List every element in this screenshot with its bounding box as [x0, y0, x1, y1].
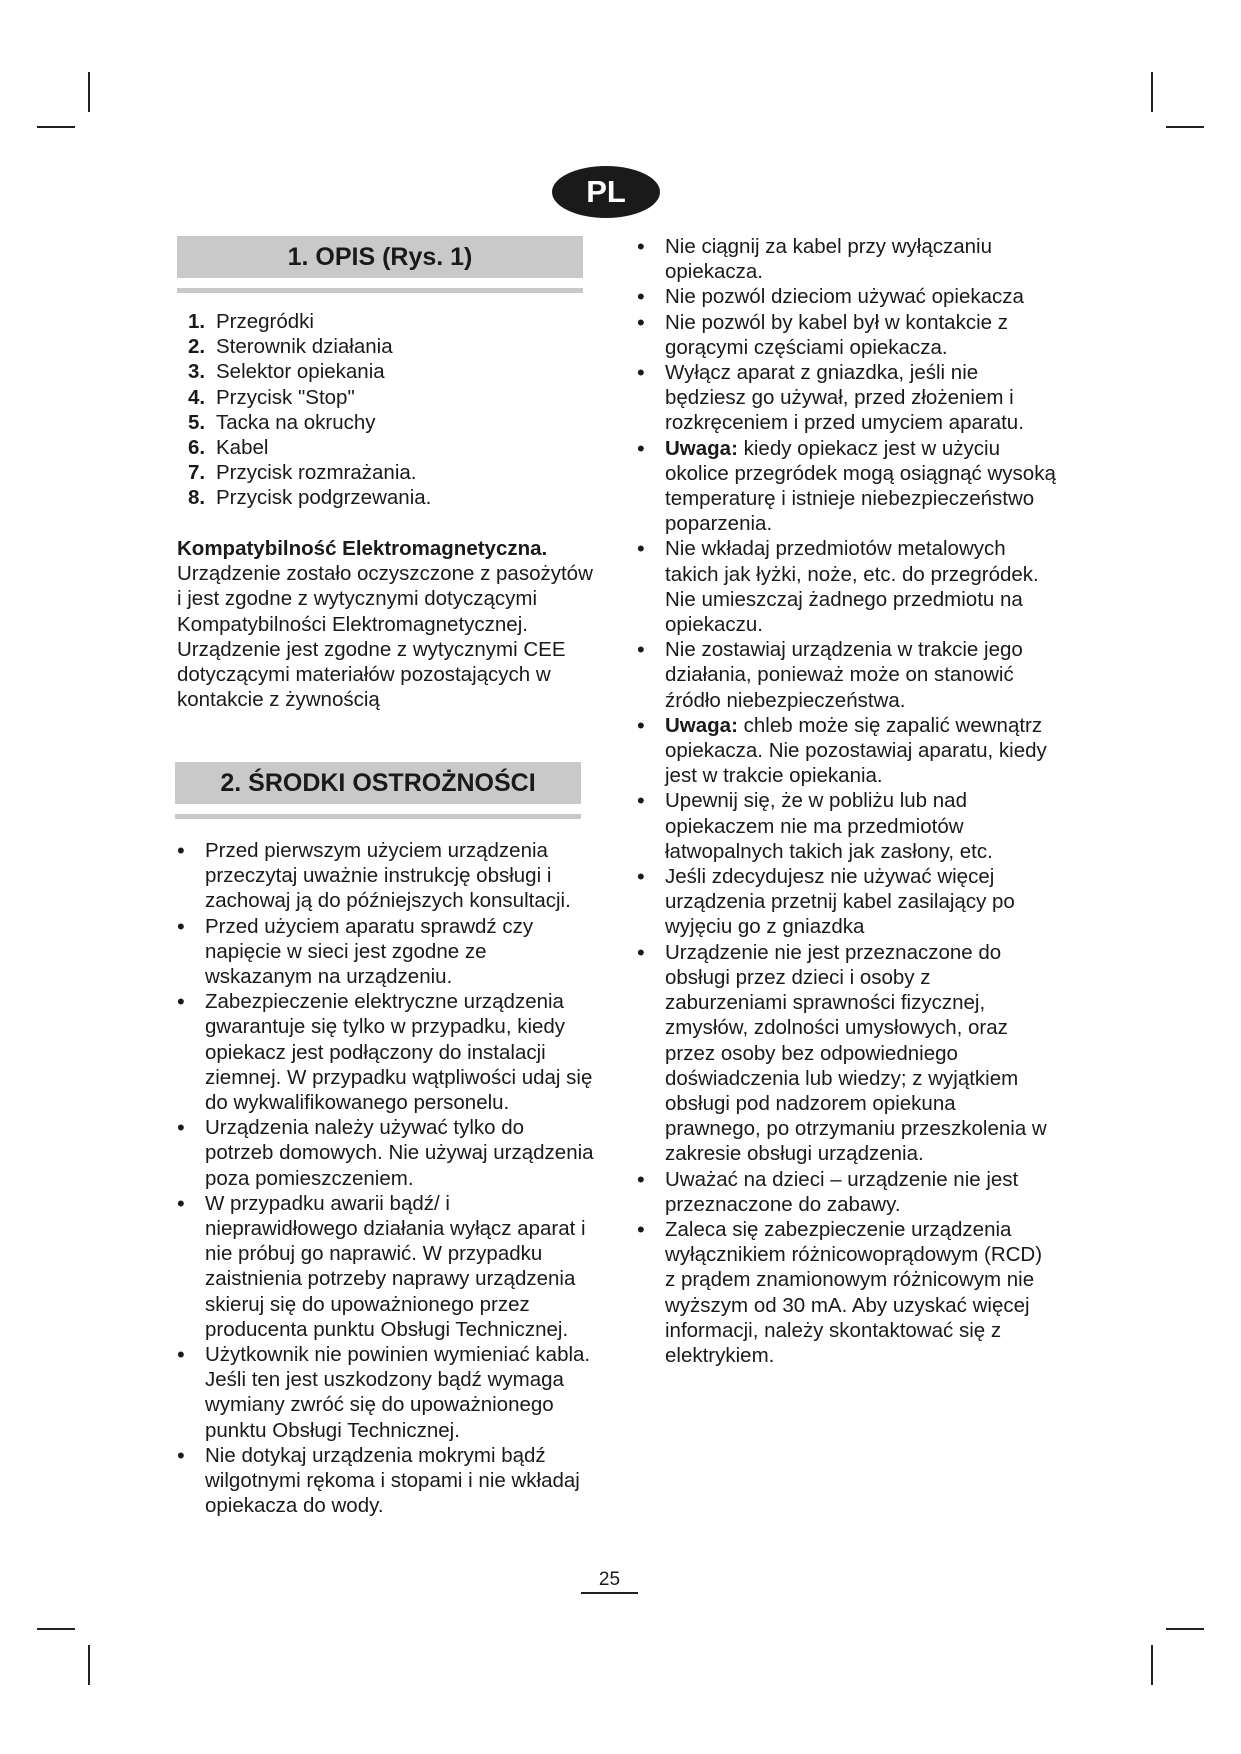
language-badge: PL: [552, 166, 660, 218]
list-item: • Jeśli zdecydujesz nie używać więcej urządzenia przetnij kabel zasilający po wyjęciu go z gniazdka: [637, 864, 1057, 940]
list-item: • Uwaga: chleb może się zapalić wewnątrz opiekacza. Nie pozostawiaj aparatu, kiedy jest w trakcie opiekania.: [637, 713, 1057, 789]
emc-title: Kompatybilność Elektromagnetyczna.: [177, 537, 548, 560]
list-item: • W przypadku awarii bądź/ i nieprawidłowego działania wyłącz aparat i nie próbuj go naprawić. W przypadku zaistnienia potrzeby naprawy urządzenia skieruj się do upoważnionego przez producenta punktu Obsługi Technicznej.: [177, 1191, 597, 1342]
crop-mark: [37, 1628, 75, 1630]
emc-block: [177, 536, 597, 712]
emc-paragraph: Urządzenie zostało oczyszczone z pasożytów i jest zgodne z wytycznymi dotyczącymi Kompatybilności Elektromagnetycznej.: [177, 562, 593, 636]
list-item: • Upewnij się, że w pobliżu lub nad opiekaczem nie ma przedmiotów łatwopalnych takich jak zasłony, etc.: [637, 788, 1057, 864]
list-item: • Użytkownik nie powinien wymieniać kabla. Jeśli ten jest uszkodzony bądź wymaga wymiany zwróć się do upoważnionego punktu Obsługi Technicznej.: [177, 1342, 597, 1443]
page-number: 25: [581, 1568, 638, 1594]
list-item: • Urządzenie nie jest przeznaczone do obsługi przez dzieci i osoby z zaburzeniami sprawności fizycznej, zmysłów, zdolności umysłowych, oraz przez osoby bez odpowiedniego doświadczenia lub wiedzy; z wyjątkiem obsługi pod nadzorem opiekuna prawnego, po otrzymaniu przeszkolenia w zakresie obsługi urządzenia.: [637, 940, 1057, 1167]
parts-list-item: 2. Sterownik działania: [188, 335, 393, 359]
section2-heading-rule: [175, 814, 581, 819]
list-item: • Nie pozwól dzieciom używać opiekacza: [637, 284, 1057, 309]
list-item: • Wyłącz aparat z gniazdka, jeśli nie będziesz go używał, przed złożeniem i rozkręceniem i przed umyciem aparatu.: [637, 360, 1057, 436]
parts-list-item: 7. Przycisk rozmrażania.: [188, 461, 417, 485]
crop-mark: [37, 126, 75, 128]
precautions-list-left: [177, 838, 597, 1518]
list-item: • Uwaga: kiedy opiekacz jest w użyciu okolice przegródek mogą osiągnąć wysoką temperaturę i istnieje niebezpieczeństwo poparzenia.: [637, 436, 1057, 537]
parts-list-item: 5. Tacka na okruchy: [188, 410, 376, 434]
list-item: • Nie pozwól by kabel był w kontakcie z gorącymi częściami opiekacza.: [637, 310, 1057, 360]
list-item: • Nie wkładaj przedmiotów metalowych takich jak łyżki, noże, etc. do przegródek. Nie umieszczaj żadnego przedmiotu na opiekaczu.: [637, 536, 1057, 637]
parts-list-item: 3. Selektor opiekania: [188, 360, 385, 384]
list-item: • Uważać na dzieci – urządzenie nie jest przeznaczone do zabawy.: [637, 1167, 1057, 1217]
crop-mark: [1166, 126, 1204, 128]
precautions-list-right: [637, 234, 1057, 1368]
list-item: • Nie ciągnij za kabel przy wyłączaniu opiekacza.: [637, 234, 1057, 284]
crop-mark: [1151, 72, 1153, 112]
list-item: • Urządzenia należy używać tylko do potrzeb domowych. Nie używaj urządzenia poza pomieszczeniem.: [177, 1115, 597, 1191]
parts-list: [188, 309, 431, 511]
section2-heading: 2. ŚRODKI OSTROŻNOŚCI: [175, 762, 581, 804]
list-item: • Zabezpieczenie elektryczne urządzenia gwarantuje się tylko w przypadku, kiedy opiekacz jest podłączony do instalacji ziemnej. W przypadku wątpliwości udaj się do wykwalifikowanego personelu.: [177, 989, 597, 1115]
crop-mark: [1151, 1645, 1153, 1685]
crop-mark: [88, 1645, 90, 1685]
crop-mark: [88, 72, 90, 112]
list-item: • Nie zostawiaj urządzenia w trakcie jego działania, ponieważ może on stanowić źródło niebezpieczeństwa.: [637, 637, 1057, 713]
crop-mark: [1166, 1628, 1204, 1630]
parts-list-item: 6. Kabel: [188, 436, 269, 460]
section1-heading-rule: [177, 288, 583, 293]
parts-list-item: 1. Przegródki: [188, 310, 314, 333]
parts-list-item: 8. Przycisk podgrzewania.: [188, 486, 432, 510]
emc-paragraph: Urządzenie jest zgodne z wytycznymi CEE dotyczącymi materiałów pozostających w kontakcie z żywnością: [177, 637, 566, 712]
list-item: • Przed użyciem aparatu sprawdź czy napięcie w sieci jest zgodne ze wskazanym na urządzeniu.: [177, 914, 597, 990]
list-item: • Nie dotykaj urządzenia mokrymi bądź wilgotnymi rękoma i stopami i nie wkładaj opiekacza do wody.: [177, 1443, 597, 1519]
section1-heading: 1. OPIS (Rys. 1): [177, 236, 583, 278]
parts-list-item: 4. Przycisk "Stop": [188, 385, 355, 409]
list-item: • Zaleca się zabezpieczenie urządzenia wyłącznikiem różnicowoprądowym (RCD) z prądem znamionowym różnicowym nie wyższym od 30 mA. Aby uzyskać więcej informacji, należy skontaktować się z elektrykiem.: [637, 1217, 1057, 1368]
list-item: • Przed pierwszym użyciem urządzenia przeczytaj uważnie instrukcję obsługi i zachowaj ją do późniejszych konsultacji.: [177, 838, 597, 914]
